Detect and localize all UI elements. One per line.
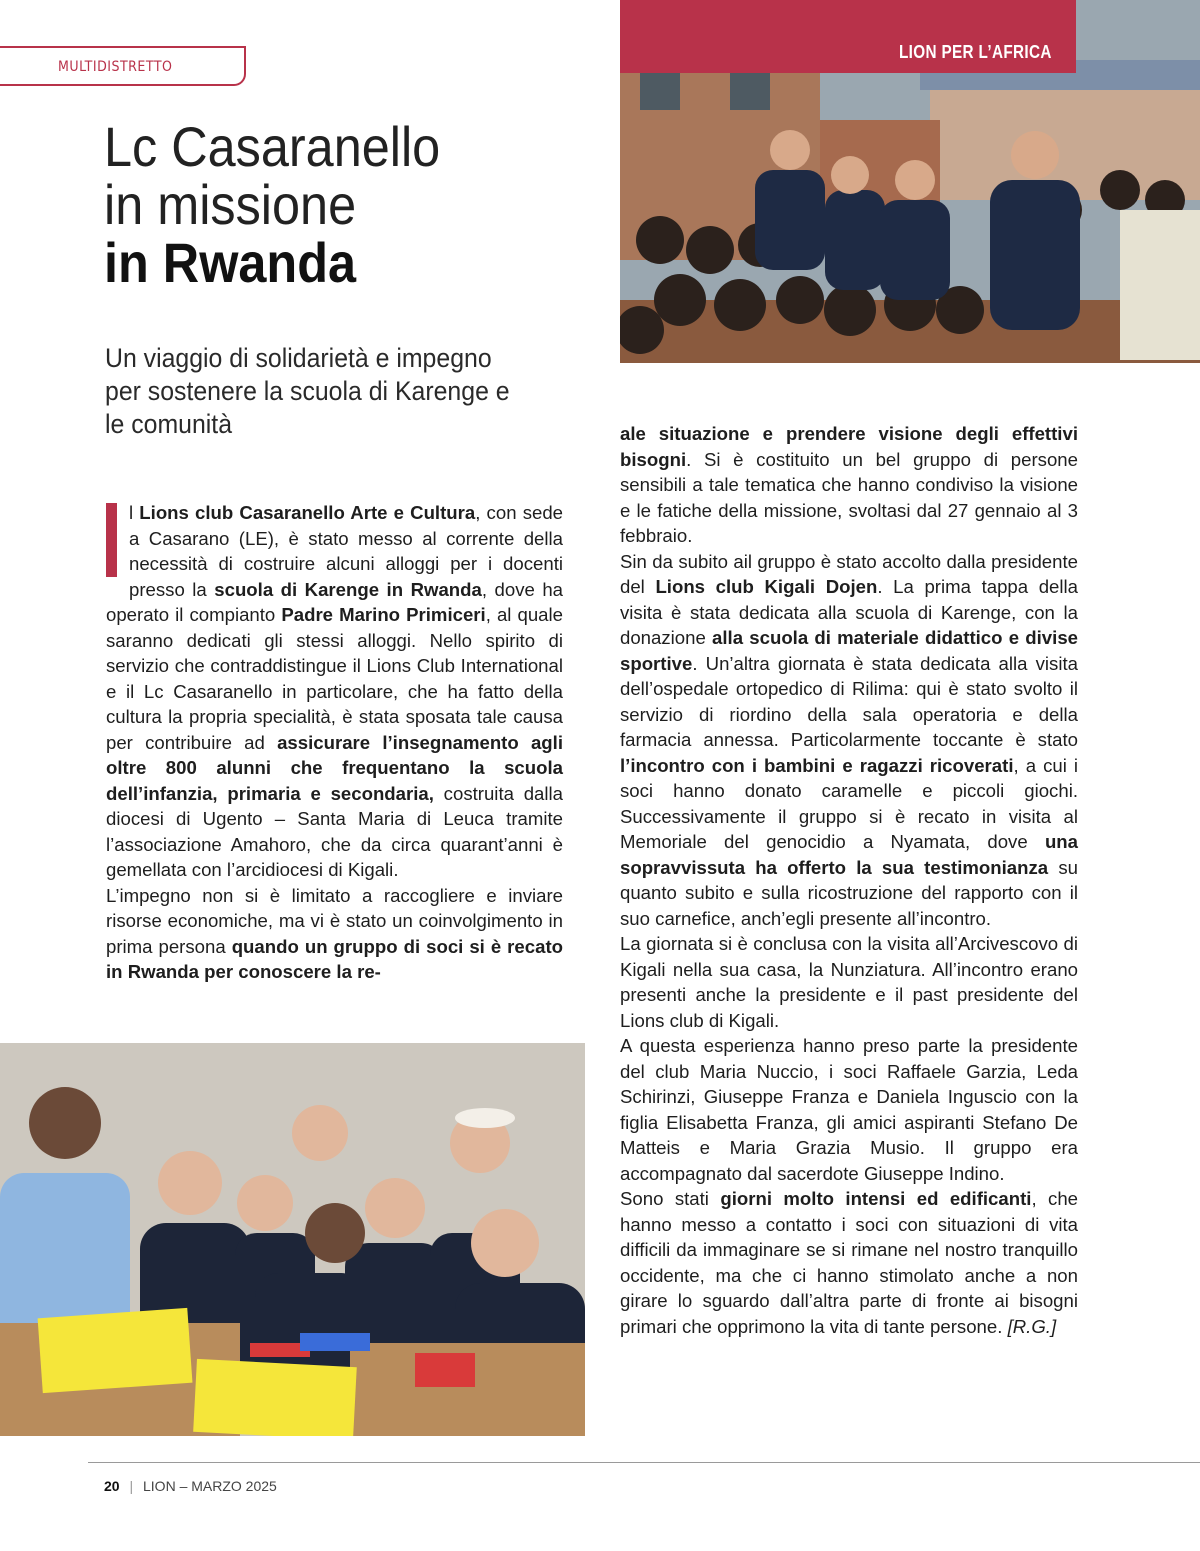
photo-group-with-donations-illustration xyxy=(0,1043,585,1436)
paragraph: L’impegno non si è limitato a raccogliere e inviare risorse economiche, ma vi è stato un coinvolgimento in prima persona quando un gruppo di soci si è recato in Rwanda per conoscere la re- xyxy=(106,884,563,982)
corner-label: LION PER L’AFRICA xyxy=(899,42,1052,62)
bold-text: quando un gruppo di soci si è recato in Rwanda per conoscere la re- xyxy=(106,935,563,982)
footer-text: LION – MARZO 2025 xyxy=(143,1478,277,1494)
bold-text: assicurare l’insegnamento agli oltre 800 alunni che frequentano la scuola dell’infanzia, primaria e secondaria, xyxy=(106,731,563,804)
section-corner-tag xyxy=(620,0,1076,73)
title-line-2: in missione xyxy=(104,173,357,236)
drop-cap-bar xyxy=(106,503,117,577)
body-column-right xyxy=(620,421,1078,1339)
page-number: 20 xyxy=(104,1478,120,1494)
paragraph: Sono stati giorni molto intensi ed edificanti, che hanno messo a contatto i soci con situazioni di vita difficili da immaginare se si rimane nel nostro tranquillo occidente, ma che ci hanno stimolato anche a non girare lo sguardo dall’altra parte di fronte ai bisogni primari che opprimono la vita di tante persone. [R.G.] xyxy=(620,1188,1079,1337)
paragraph-intro xyxy=(106,500,563,883)
footer-divider xyxy=(88,1462,1200,1463)
bold-text: Lions club Kigali Dojen xyxy=(655,576,878,597)
bold-text: l’incontro con i bambini e ragazzi ricoverati xyxy=(620,754,1014,776)
bold-text: giorni molto intensi ed edificanti xyxy=(720,1188,1032,1209)
photo-group-with-donations xyxy=(0,1043,585,1436)
page-footer xyxy=(104,1478,277,1494)
article-title xyxy=(104,115,574,294)
title-line-3: in Rwanda xyxy=(104,231,357,294)
article-subtitle: Un viaggio di solidarietà e impegno per sostenere la scuola di Karenge e le comunità xyxy=(105,343,510,439)
bold-text: ale situazione e prendere visione degli effettivi bisogni xyxy=(620,423,1078,470)
title-line-1: Lc Casaranello xyxy=(104,115,441,178)
paragraph: Sin da subito ail gruppo è stato accolto dalla presidente del Lions club Kigali Dojen. La prima tappa della visita è stata dedicata alla scuola di Karenge, con la donazione alla scuola di materiale didattico e divise sportive. Un’altra giornata è stata dedicata alla visita dell’ospedale ortopedico di Rilima: qui è stato svolto il servizio di riordino della sala operatoria e della farmacia annessa. Particolarmente toccante è stato l’incontro con i bambini e ragazzi ricoverati, a cui i soci hanno donato caramelle e piccoli giochi. Successivamente il gruppo si è recato in visita al Memoriale del genocidio a Nyamata, dove una sopravvissuta ha offerto la sua testimonianza su quanto subito e sulla ricostruzione del rapporto con il suo carnefice, anch’egli presente all’incontro. xyxy=(620,550,1079,929)
bold-text: scuola di Karenge in Rwanda xyxy=(214,578,482,600)
bold-text: una sopravvissuta ha offerto la sua testimonianza xyxy=(620,831,1078,878)
bold-text: alla scuola di materiale didattico e divise sportive xyxy=(620,627,1079,674)
paragraph-intro-text: l Lions club Casaranello Arte e Cultura, con sede a Casarano (LE), è stato messo al corrente della necessità di costruire alcuni alloggi per i docenti presso la scuola di Karenge in Rwanda, dove ha operato il compianto Padre Marino Primiceri, al quale saranno dedicati gli stessi alloggi. Nello spirito di servizio che contraddistingue il Lions Club International e il Lc Casaranello in particolare, che ha fatto della cultura la propria specialità, è stata sposata tale causa per contribuire ad assicurare l’insegnamento agli oltre 800 alunni che frequentano la scuola dell’infanzia, primaria e secondaria, costruita dalla diocesi di Ugento – Santa Maria di Leuca tramite l’associazione Amahoro, che da circa quarant’anni è gemellata con l’arcidiocesi di Kigali. xyxy=(106,502,564,880)
footer-separator: | xyxy=(129,1478,134,1494)
section-label: MULTIDISTRETTO xyxy=(58,59,173,75)
author-signature: [R.G.] xyxy=(1007,1315,1057,1337)
bold-text: Lions club Casaranello Arte e Cultura xyxy=(139,502,476,523)
paragraph: La giornata si è conclusa con la visita all’Arcivescovo di Kigali nella sua casa, la Nunziatura. All’incontro erano presenti anche la presidente e il past presidente del Lions club di Kigali. xyxy=(620,933,1078,1031)
paragraph: ale situazione e prendere visione degli effettivi bisogni. Si è costituito un bel gruppo di persone sensibili a tale tematica che hanno condiviso la visione e le fatiche della missione, svoltasi dal 27 gennaio al 3 febbraio. xyxy=(620,423,1078,546)
bold-text: Padre Marino Primiceri xyxy=(281,604,486,625)
paragraph: A questa esperienza hanno preso parte la presidente del club Maria Nuccio, i soci Raffaele Garzia, Leda Schirinzi, Giuseppe Franza e Daniela Inguscio con la figlia Elisabetta Franza, gli amici aspiranti Stefano De Matteis e Maria Grazia Musio. Il gruppo era accompagnato dal sacerdote Giuseppe Indino. xyxy=(620,1035,1078,1184)
body-column-left xyxy=(106,500,563,985)
section-tab xyxy=(0,46,246,86)
